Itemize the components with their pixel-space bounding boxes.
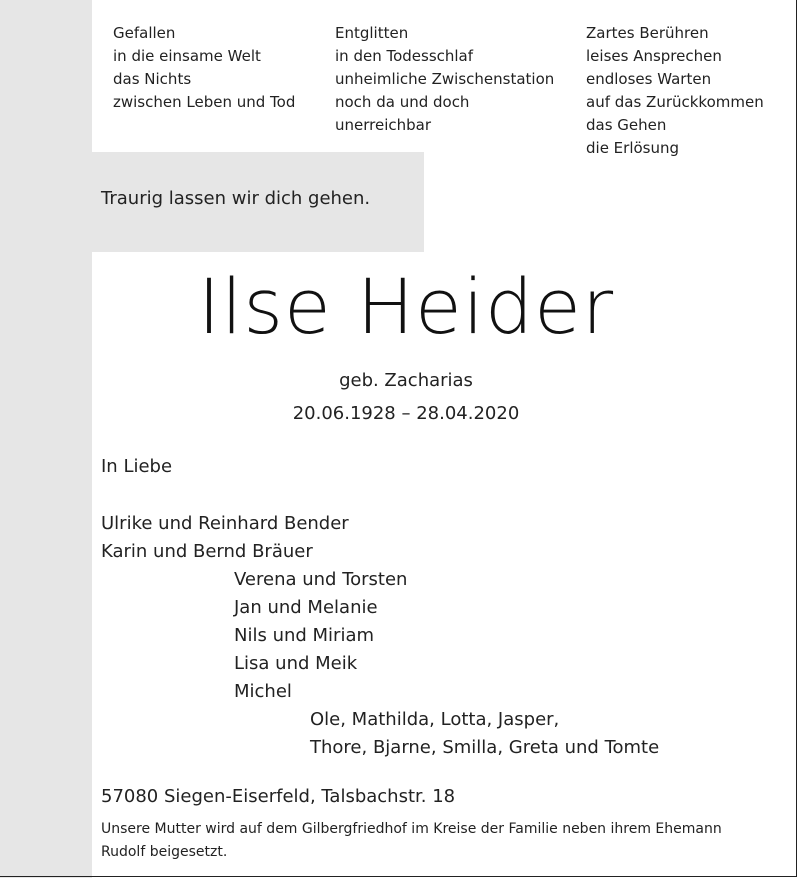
poem-column-1 [113,22,295,114]
poem-line: leises Ansprechen [586,47,722,65]
poem-line: Zartes Berühren [586,24,709,42]
birth-name: geb. Zacharias [339,370,473,391]
poem-line: unerreichbar [335,116,432,134]
mourner-child: Ulrike und Reinhard Bender [101,513,349,534]
poem-line: das Gehen [586,116,667,134]
mourner-grandchild: Jan und Melanie [234,597,378,618]
mourner-great-grandchildren: Thore, Bjarne, Smilla, Greta und Tomte [310,737,660,758]
poem-line: endloses Warten [586,70,712,88]
mourner-grandchild: Nils und Miriam [234,625,375,646]
mourner-great-grandchildren: Ole, Mathilda, Lotta, Jasper, [310,709,560,730]
poem-column-3 [586,22,764,160]
family-address: 57080 Siegen-Eiserfeld, Talsbachstr. 18 [101,786,456,807]
burial-note: Unsere Mutter wird auf dem Gilbergfriedhof im Kreise der Familie neben ihrem Ehemann Rudolf beigesetzt. [101,821,722,860]
mourner-grandchild: Michel [234,681,292,702]
poem-line: zwischen Leben und Tod [113,93,296,111]
mourners-list [0,510,659,762]
poem-line: Entglitten [335,24,409,42]
poem-line: in den Todesschlaf [335,47,474,65]
poem-column-2 [335,22,554,137]
poem-line: in die einsame Welt [113,47,261,65]
poem-line: noch da und doch [335,93,470,111]
in-love-heading: In Liebe [101,456,173,477]
poem-line: das Nichts [113,70,192,88]
poem-line: auf das Zurückkommen [586,93,764,111]
mourner-grandchild: Lisa und Meik [234,653,358,674]
mourner-child: Karin und Bernd Bräuer [101,541,313,562]
mourner-grandchild: Verena und Torsten [234,569,408,590]
life-dates: 20.06.1928 – 28.04.2020 [292,403,520,424]
deceased-name: Ilse Heider [197,262,615,351]
tagline: Traurig lassen wir dich gehen. [101,188,371,209]
poem-line: Gefallen [113,24,176,42]
poem-line: die Erlösung [586,139,680,157]
poem-line: unheimliche Zwischenstation [335,70,555,88]
